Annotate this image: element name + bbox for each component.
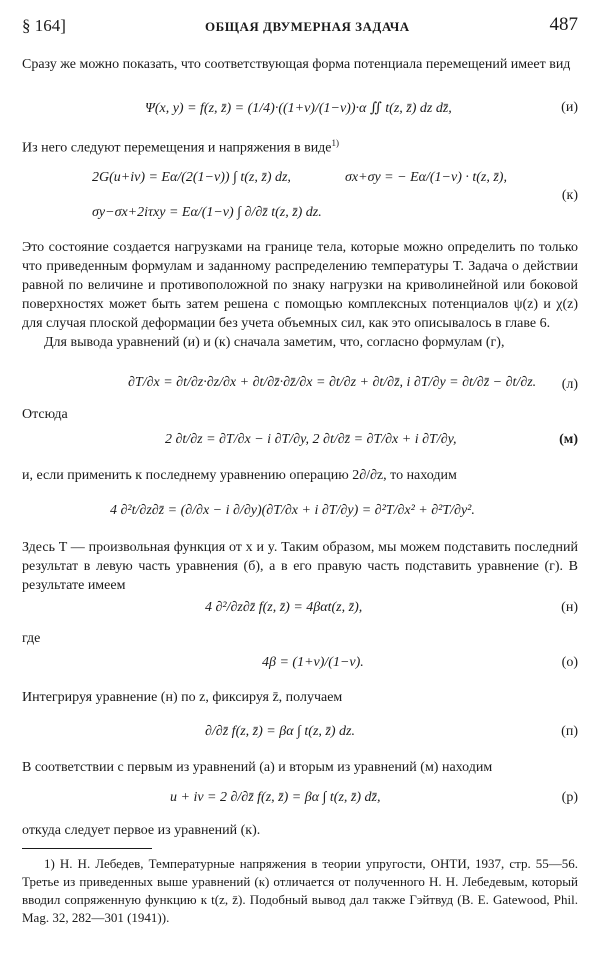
equation-k2: σx+σy = − Eα/(1−ν) · t(z, z̄),: [345, 170, 507, 185]
paragraph-derivation: Для вывода уравнений (и) и (к) сначала заметим, что, согласно формулам (г),: [44, 335, 505, 350]
footnote-ref: 1): [331, 138, 340, 148]
equation-p: ∂/∂z̄ f(z, z̄) = βα ∫ t(z, z̄) dz.: [205, 724, 355, 739]
equation-n: 4 ∂²/∂z∂z̄ f(z, z̄) = 4βαt(z, z̄),: [205, 600, 363, 615]
equation-i: Ψ(x, y) = f(z, z̄) = (1/4)·((1+ν)/(1−ν))·α ∬ t(z, z̄) dz dz̄,: [145, 101, 452, 116]
paragraph-state: Это состояние создается нагрузками на границе тела, которые можно определить по только что приведенным формулам и заданному распределению температуры T. Задача о действии равной по величине и противоположной по знаку нагрузки на криволинейной или боковой поверхностях может быть затем решена с помощью комплексных потенциалов ψ(z) и χ(z) для случая плоской деформации без учета объемных сил, как это описывалось в главе 6.: [22, 240, 578, 331]
footnote: 1) Н. Н. Лебедев, Температурные напряжения в теории упругости, ОНТИ, 1937, стр. 55—56. Третье из приведенных выше уравнений (к) отличается от полученного Н. Н. Лебедевым, который вводил сопряженную функцию к t(z, z̄). Подобный вывод дал также Гэйтвуд (B. E. Gatewood, Phil. Mag. 32, 282—301 (1941)).: [22, 856, 578, 925]
page-number: 487: [549, 14, 578, 35]
equation-k3: σy−σx+2iτxy = Eα/(1−ν) ∫ ∂/∂z̄ t(z, z̄) dz.: [92, 205, 322, 220]
paragraph-integrate: Интегрируя уравнение (н) по z, фиксируя z̄, получаем: [22, 690, 343, 705]
label-k: (к): [561, 188, 578, 203]
label-o: (о): [561, 655, 578, 670]
label-p: (п): [561, 724, 578, 739]
equation-m: 2 ∂t/∂z = ∂T/∂x − i ∂T/∂y, 2 ∂t/∂z̄ = ∂T/∂x + i ∂T/∂y,: [165, 432, 457, 447]
equation-o: 4β = (1+ν)/(1−ν).: [262, 655, 364, 670]
label-r: (р): [561, 790, 578, 805]
running-title: ОБЩАЯ ДВУМЕРНАЯ ЗАДАЧА: [205, 19, 410, 34]
label-n: (н): [561, 600, 578, 615]
equation-k1: 2G(u+iv) = Eα/(2(1−ν)) ∫ t(z, z̄) dz,: [92, 170, 291, 185]
label-m: (м): [559, 432, 578, 447]
paragraph-where: где: [22, 631, 41, 646]
paragraph-intro: Сразу же можно показать, что соответствующая форма потенциала перемещений имеет вид: [22, 57, 571, 72]
equation-laplacian: 4 ∂²t/∂z∂z̄ = (∂/∂x − i ∂/∂y)(∂T/∂x + i ∂T/∂y) = ∂²T/∂x² + ∂²T/∂y².: [110, 503, 475, 518]
paragraph-follows: откуда следует первое из уравнений (к).: [22, 823, 261, 838]
label-l: (л): [561, 377, 578, 392]
paragraph-displacements: Из него следуют перемещения и напряжения в виде$^{1)}$: [22, 138, 340, 156]
equation-r: u + iv = 2 ∂/∂z̄ f(z, z̄) = βα ∫ t(z, z̄) dz̄,: [170, 790, 381, 805]
paragraph-arbitrary: Здесь T — произвольная функция от x и y. Таким образом, мы можем подставить последний результат в левую часть уравнения (б), а в его правую часть подставить уравнение (г). В результате имеем: [22, 540, 578, 593]
paragraph-accordance: В соответствии с первым из уравнений (а) и вторым из уравнений (м) находим: [22, 760, 493, 775]
footnote-divider: [22, 848, 152, 849]
paragraph-apply: и, если применить к последнему уравнению операцию 2∂/∂z, то находим: [22, 468, 457, 483]
paragraph-hence: Отсюда: [22, 407, 68, 422]
section-number: § 164]: [22, 16, 66, 35]
equation-l: ∂T/∂x = ∂t/∂z·∂z/∂x + ∂t/∂z̄·∂z̄/∂x = ∂t/∂z + ∂t/∂z̄, i ∂T/∂y = ∂t/∂z̄ − ∂t/∂z.: [128, 375, 537, 390]
label-i: (и): [561, 100, 578, 115]
